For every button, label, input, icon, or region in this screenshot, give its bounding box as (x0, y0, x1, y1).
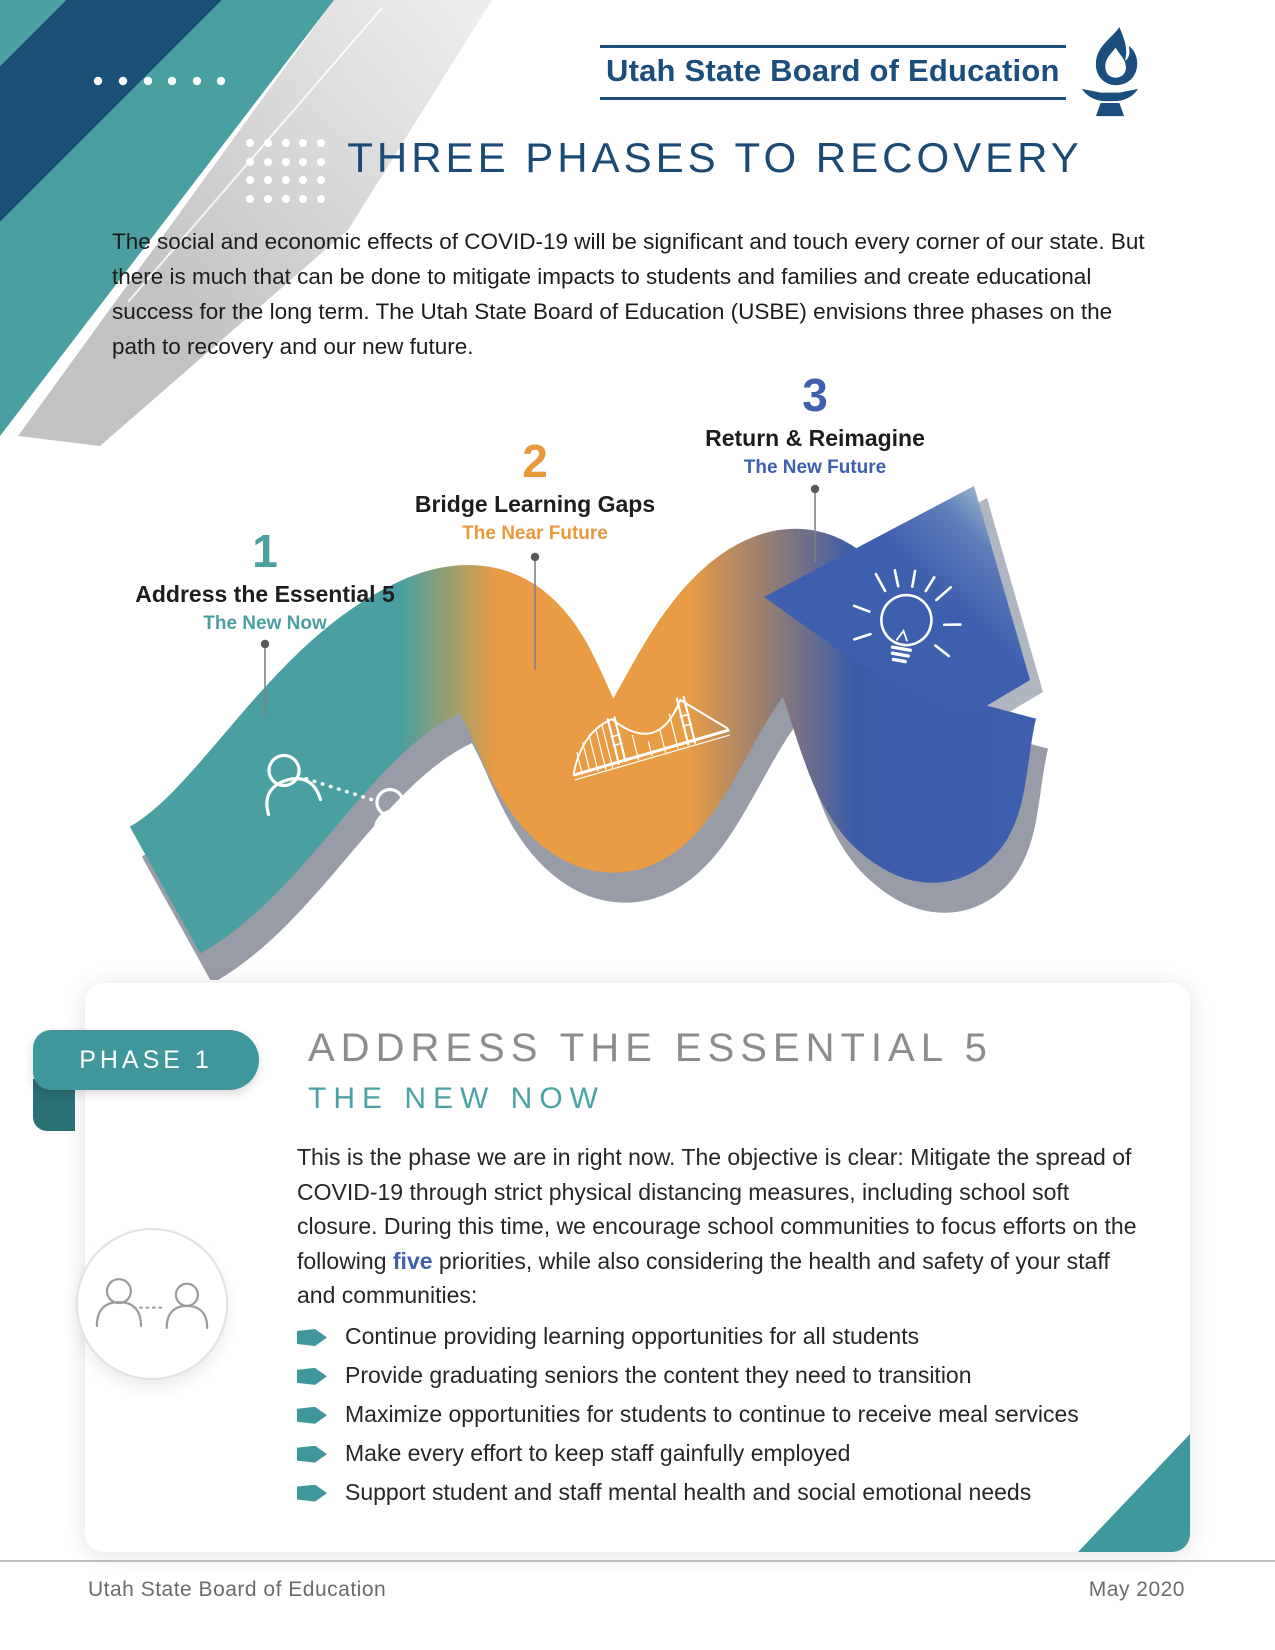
leader-dot-3 (811, 485, 819, 493)
logo-wordmark: Utah State Board of Education (600, 45, 1066, 100)
priority-list (297, 1322, 1177, 1516)
phase-2-title: Bridge Learning Gaps (414, 491, 656, 517)
phase-2-number: 2 (522, 435, 548, 487)
section-subheading: THE NEW NOW (308, 1082, 605, 1115)
list-item (297, 1478, 1177, 1508)
phase-badge: PHASE 1 (33, 1030, 259, 1090)
leader-dot-2 (531, 553, 539, 561)
list-item (297, 1322, 1177, 1352)
list-item (297, 1439, 1177, 1469)
phase-2-subtitle: The Near Future (462, 523, 608, 544)
leader-dot-1 (261, 640, 269, 648)
bullet-arrow-icon (297, 1329, 327, 1346)
phase-3-title: Return & Reimagine (705, 425, 925, 451)
phase-3-number: 3 (802, 369, 828, 421)
phase-3-subtitle: The New Future (743, 457, 887, 478)
footer-date: May 2020 (1088, 1578, 1185, 1601)
list-item (297, 1400, 1177, 1430)
bullet-arrow-icon (297, 1446, 327, 1463)
phase-1-number: 1 (252, 525, 278, 577)
body-text-before: This is the phase we are in right now. The objective is clear: Mitigate the spread of COVID-19 through strict physical distancing measures, including school soft closure. During this time, we encourage school communities to focus efforts on the following (297, 1144, 1137, 1274)
page-title: THREE PHASES TO RECOVERY (347, 134, 1083, 181)
section-body-paragraph (297, 1140, 1142, 1313)
bullet-arrow-icon (297, 1407, 327, 1424)
bullet-arrow-icon (297, 1368, 327, 1385)
list-item-text: Provide graduating seniors the content they need to transition (345, 1361, 972, 1388)
social-distance-icon (84, 1236, 220, 1372)
phase-1-title: Address the Essential 5 (135, 581, 395, 607)
usbe-flame-logo-icon (1080, 26, 1140, 118)
phase-2-diagram-label (375, 435, 695, 545)
section-heading: ADDRESS THE ESSENTIAL 5 (308, 1026, 993, 1070)
footer-divider (0, 1560, 1275, 1562)
logo-block (600, 26, 1140, 118)
list-item-text: Support student and staff mental health and social emotional needs (345, 1478, 1032, 1505)
phase-3-diagram-label (655, 369, 975, 479)
footer-organization: Utah State Board of Education (88, 1578, 387, 1601)
phase-1-subtitle: The New Now (203, 613, 327, 634)
social-distance-badge (76, 1228, 228, 1380)
list-item-text: Make every effort to keep staff gainfully employed (345, 1439, 851, 1466)
intro-paragraph: The social and economic effects of COVID-19 will be significant and touch every corner of our state. But there is much that can be done to mitigate impacts to students and families and create educational success for the long term. The Utah State Board of Education (USBE) envisions three phases on the path to recovery and our new future. (112, 229, 1145, 360)
body-text-highlight: five (392, 1247, 433, 1274)
list-item (297, 1361, 1177, 1391)
list-item-text: Maximize opportunities for students to continue to receive meal services (345, 1400, 1079, 1427)
list-item-text: Continue providing learning opportunities for all students (345, 1323, 920, 1349)
body-text-after: priorities, while also considering the health and safety of your staff and communities: (297, 1247, 1110, 1308)
bullet-arrow-icon (297, 1485, 327, 1502)
